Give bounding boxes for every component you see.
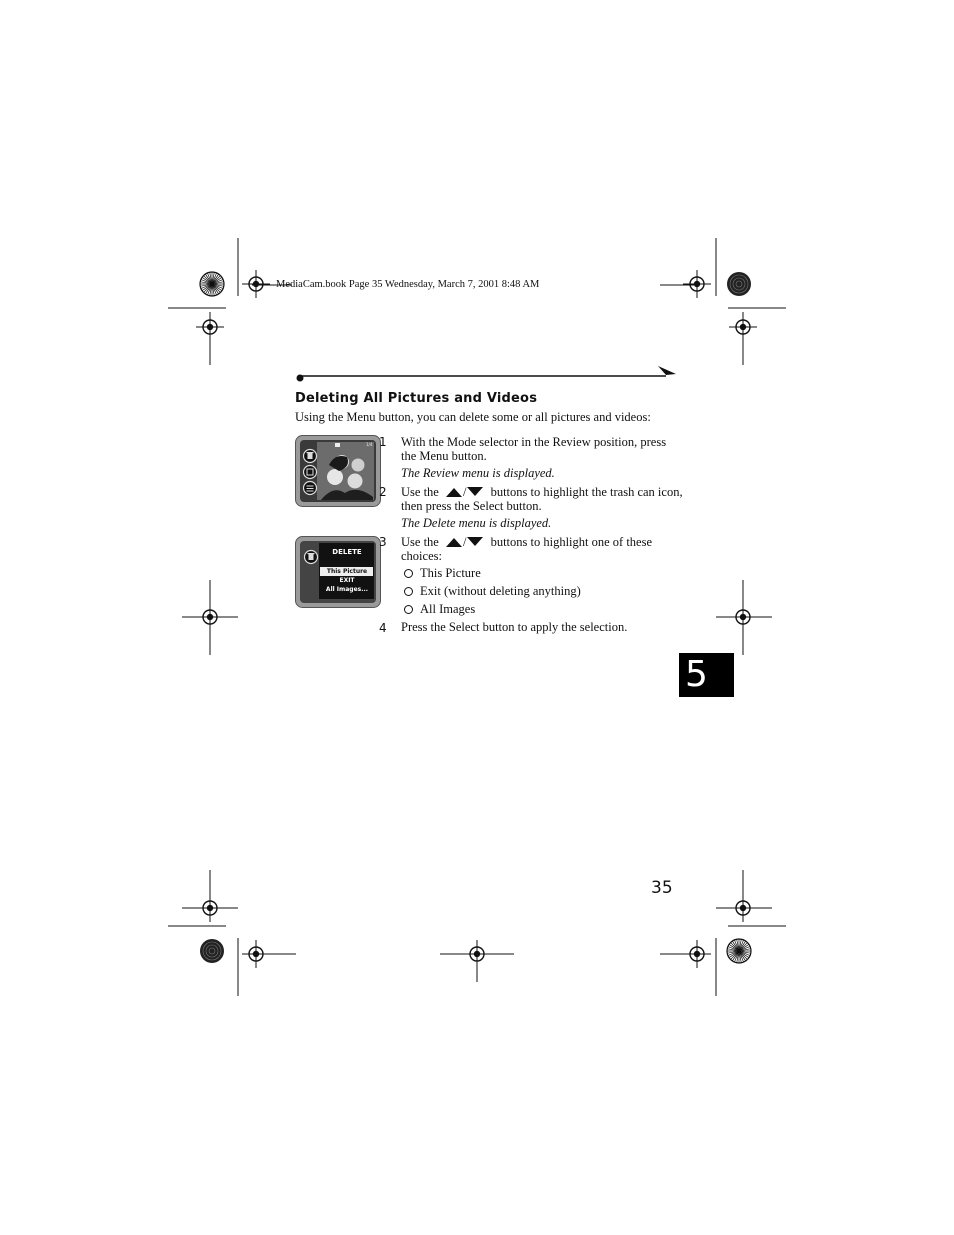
step-1-result: The Review menu is displayed. xyxy=(401,466,555,480)
arrow-separator: / xyxy=(462,535,467,549)
choice-label: This Picture xyxy=(420,566,481,580)
arrow-separator: / xyxy=(462,485,467,499)
step-1-number: 1 xyxy=(379,435,387,449)
bullet-circle-icon xyxy=(404,569,413,578)
page-number: 35 xyxy=(651,878,673,898)
choice-label: Exit (without deleting anything) xyxy=(420,584,581,598)
section-title: Deleting All Pictures and Videos xyxy=(295,391,538,406)
step-3-text-after: buttons to highlight one of these xyxy=(490,535,653,549)
step-2-result: The Delete menu is displayed. xyxy=(401,516,552,530)
step-3-number: 3 xyxy=(379,535,387,549)
review-screen-counter: 1/4 xyxy=(366,442,373,447)
running-head: MediaCam.book Page 35 Wednesday, March 7, 2001 8:48 AM xyxy=(276,279,540,290)
step-3-line2: choices: xyxy=(401,549,442,563)
delete-option-this-picture[interactable]: This Picture xyxy=(326,568,368,575)
step-2-line2: then press the Select button. xyxy=(401,499,542,513)
step-2-number: 2 xyxy=(379,485,387,499)
bullet-circle-icon xyxy=(404,605,413,614)
step-2-text-after: buttons to highlight the trash can icon, xyxy=(490,485,683,499)
up-arrow-icon xyxy=(446,488,462,497)
down-arrow-icon xyxy=(467,537,483,546)
step-3-line1 xyxy=(401,535,652,550)
choice-exit xyxy=(404,584,581,599)
chapter-tab: 5 xyxy=(679,653,734,697)
section-intro: Using the Menu button, you can delete some or all pictures and videos: xyxy=(295,410,651,424)
step-1-text: With the Mode selector in the Review position, press the Menu button. xyxy=(401,435,667,463)
step-2-line1 xyxy=(401,485,683,500)
delete-option-all-images[interactable]: All Images... xyxy=(325,586,369,593)
choice-label: All Images xyxy=(420,602,476,616)
bullet-circle-icon xyxy=(404,587,413,596)
down-arrow-icon xyxy=(467,487,483,496)
step-4-number: 4 xyxy=(379,621,387,635)
step-4-text: Press the Select button to apply the selection. xyxy=(401,620,628,634)
choice-this-picture xyxy=(404,566,481,581)
delete-option-exit[interactable]: EXIT xyxy=(339,577,355,584)
choice-all-images xyxy=(404,602,475,617)
step-3-text-before: Use the xyxy=(401,535,439,549)
delete-screen-title: DELETE xyxy=(332,548,362,556)
step-2-text-before: Use the xyxy=(401,485,439,499)
up-arrow-icon xyxy=(446,538,462,547)
section-rule-arrow xyxy=(294,364,678,386)
